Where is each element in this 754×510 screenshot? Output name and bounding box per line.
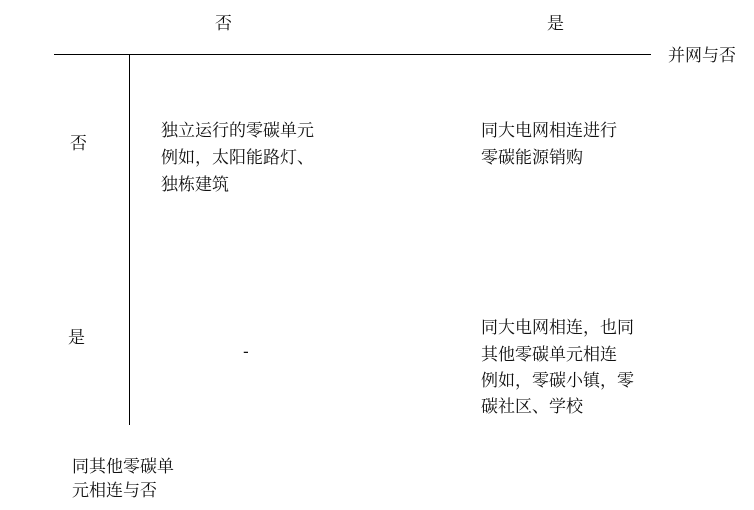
cell-empty-dash: - (243, 342, 249, 362)
row-header-no: 否 (70, 134, 87, 154)
row-header-yes: 是 (68, 328, 85, 348)
cell-text-line: 例如，太阳能路灯、 (161, 148, 314, 168)
cell-text-line: 同大电网相连进行 (481, 121, 617, 141)
cell-text-line: 零碳能源销购 (481, 148, 583, 168)
cell-text-line: 例如，零碳小镇，零 (481, 371, 634, 391)
col-header-no: 否 (215, 14, 232, 34)
y-axis-label-line: 同其他零碳单 (72, 457, 174, 477)
vertical-axis-line (129, 55, 130, 425)
cell-text-line: 碳社区、学校 (481, 397, 583, 417)
cell-text-line: 独栋建筑 (161, 175, 229, 195)
cell-text-line: 其他零碳单元相连 (481, 345, 617, 365)
x-axis-label: 并网与否 (668, 46, 736, 66)
cell-text-line: 同大电网相连，也同 (481, 318, 634, 338)
col-header-yes: 是 (547, 14, 564, 34)
horizontal-axis-line (54, 54, 651, 55)
y-axis-label-line: 元相连与否 (72, 481, 157, 501)
cell-text-line: 独立运行的零碳单元 (161, 121, 314, 141)
